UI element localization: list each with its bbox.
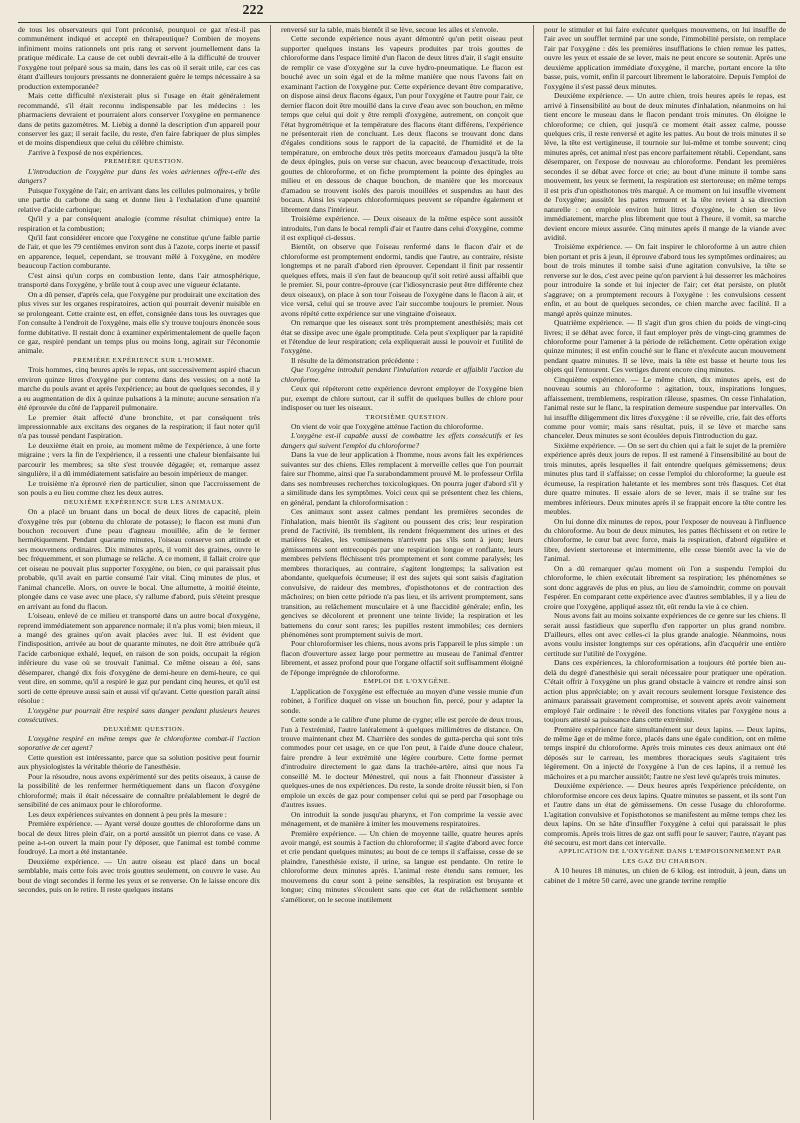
paragraph: L'oiseau, enlevé de ce milieu et transporté dans un autre bocal d'oxygène, reprend immédiatement son apparence normale; il n'a plus vomi; bien mieux, il a mangé des graines qu'on avait placées avec lui. Il est évident que l'indisposition, arrivée au bout de quarante minutes, ne doit être attribuée qu'à l'acide carbonique exhalé, lequel, en raison de son poids, occupait la région inférieure du vase où se trouvait l'animal. Ce même oiseau a été, sans désemparer, changé dix fois d'oxygène de demi-heure en demi-heure, ce qui veut dire, en somme, qu'il a respiré le gaz pur pendant cinq heures, et qu'il est sorti de cette épreuve aussi sain et aussi vif qu'avant. Cette question paraît ainsi résolue :	[18, 611, 260, 706]
column-divider	[270, 25, 271, 1120]
paragraph: Pour la résoudre, nous avons expérimenté sur des petits oiseaux, à cause de la possibilité de les renfermer hermétiquement dans un flacon d'oxygène chloroformé; mais il était nécessaire de connaître préalablement le degré de sensibilité de ces animaux pour le chloroforme.	[18, 771, 260, 810]
text-columns	[18, 25, 786, 1120]
column-3	[544, 25, 786, 1120]
paragraph: A 10 heures 18 minutes, un chien de 6 kilog. est introduit, à jeun, dans un cabinet de 1 mètre 50 carré, avec une grande terrine remplie	[544, 866, 786, 885]
section-heading: PREMIÈRE EXPÉRIENCE SUR L'HOMME.	[72, 356, 215, 364]
paragraph: Pour chloroformiser les chiens, nous avons pris l'appareil le plus simple : un flacon d'ouverture assez large pour permettre au museau de l'animal d'entrer librement, et assez profond pour que l'organe olfactif soit suffisamment éloigné de l'éponge imprégnée de chloroforme.	[281, 639, 523, 677]
section-heading: DEUXIÈME QUESTION.	[103, 725, 185, 733]
paragraph: On introduit la sonde jusqu'au pharynx, et l'on comprime la vessie avec ménagement, et de manière à imiter les mouvemens respiratoires.	[281, 809, 523, 829]
section-heading: APPLICATION DE L'OXYGÈNE DANS L'EMPOISONNEMENT PAR LES GAZ DU CHARBON.	[558, 848, 782, 865]
paragraph: On remarque que les oiseaux sont très promptement anesthésiés; mais cet état se dissipe avec une égale promptitude. Cela peut s'expliquer par la rapidité et l'étendue de leur respiration; cela expliquerait aussi le pouvoir et l'utilité de l'oxygène.	[281, 318, 523, 356]
section-heading: TROISIÈME QUESTION.	[365, 413, 449, 421]
paragraph: Cinquième expérience. — Le même chien, dix minutes après, est de nouveau soumis au chloroforme : agitation, toux, inspirations longues, affaissement, tremblemens, respiration râleuse, spasmes. On cesse l'inhalation, l'animal reste sur le flanc, la respiration demeure suspendue par intervalles. On lui insuffle diligemment dix litres d'oxygène : il se réveille, crie, fait des efforts comme pour vomir; mais sans résultat, puis, il se lève et marche sans chanceler. Deux minutes se sont écoulées depuis l'introduction du gaz.	[544, 374, 786, 441]
paragraph: Mais cette difficulté n'existerait plus si l'usage en était généralement recommandé, s'il était reconnu indispensable par les médecins : les pharmaciens devraient et pourraient alors conserver l'oxygène en permanence dans de petits gazomètres. M. Liebig a donné la description d'un appareil pour conserver les gaz; il serait facile, du reste, d'en faire fabriquer de plus simples et de moins dispendieux que celui du célèbre chimiste.	[18, 91, 260, 148]
paragraph: Troisième expérience. — Deux oiseaux de la même espèce sont aussitôt introduits, l'un dans le bocal rempli d'air et l'autre dans celui d'oxygène, comme il est expliqué ci-dessus.	[281, 214, 523, 242]
paragraph: Cette question est intéressante, parce que sa solution positive peut fournir aux physiologistes la véritable théorie de l'anesthésie.	[18, 752, 260, 772]
section-heading: EMPLOI DE L'OXYGÈNE.	[363, 678, 451, 686]
header-rule	[18, 22, 786, 23]
paragraph: renversé sur la table, mais bientôt il se lève, secoue les ailes et s'envole.	[281, 25, 499, 34]
paragraph: Il résulte de la démonstration précédente :	[291, 355, 419, 365]
paragraph: Ces animaux sont assez calmes pendant les premières secondes de l'inhalation, mais bientôt ils s'agitent ou poussent des cris; leur respiration prend de l'activité, ils tremblent, ils rendent fréquemment des urines et des matières fécales, les vomissemens n'arrivent pas s'ils sont à jeun; leurs gémissemens sont entrecoupés par une respiration longue et ronflante, leurs membres pelvïens fléchissent très promptement et sont comme paralysés; les membres thoraciques, au contraire, s'agitent longtemps; la salivation est abondante, quelquefois écumeuse; il est des sujets qui sont saisis d'agitation convulsive, de raideur des membres, d'opisthotonos et de contraction des mâchoires; on bien cette période n'a pas lieu, et ils arrivent promptement, sans transition, au relâchement musculaire et à une flaccidité générale; enfin, les gencives se décolorent et prennent une teinte livide; la respiration et les battemens du cœur sont rares; les pupilles restent immobiles; ces derniers phénomènes sont promptement suivis de mort.	[281, 507, 523, 639]
paragraph: On vient de voir que l'oxygène atténue l'action du chloroforme.	[291, 422, 484, 432]
page-number: 222	[242, 3, 264, 18]
paragraph: On a placé un bruant dans un bocal de deux litres de capacité, plein d'oxygène très pur (obtenu du chlorate de potasse); le flacon est muni d'un bouchon recouvert d'une peau d'agneau mouillée, afin de le fermer hermétiquement. Pendant quarante minutes, l'oiseau conserve son attitude et ses mouvemens ordinaires. Dix minutes après, il vomit des graines, ouvre le bec fréquemment, et son plumage se relâche. A ce moment, il fallait croire que cet oiseau ne pouvait plus supporter l'oxygène, ou bien, ce qui paraissait plus probable, qu'il avait en partie consumé l'air vital. Cinq minutes de plus, et l'animal chancelle. Alors, on ouvre le bocal. Une allumette, à moitié éteinte, plongée dans ce vase avec une place, s'y rallume d'abord, puis s'éteint presque en arrivant au fond du flacon.	[18, 507, 260, 611]
paragraph: Bientôt, on observe que l'oiseau renfermé dans le flacon d'air et de chloroforme est promptement endormi, tandis que l'autre, au contraire, résiste longtemps et ne paraît d'abord rien éprouver. Cependant il finit par ressentir quelques effets, mais il s'en faut de beaucoup qu'il soit retiré aussi affaibli que le premier. Si, pour contre-éprouve (car l'idiosyncrasie peut être différente chez deux oiseaux), on place à son tour l'oiseau de l'oxygène dans le flacon à air, et vice versâ, celui qui se trouve avec l'air succombe toujours le premier. Nous avons répété cette expérience sur une vingtaine d'oiseaux.	[281, 242, 523, 318]
paragraph: Qu'il y a par conséquent analogie (comme résultat chimique) entre la respiration et la combustion;	[18, 214, 260, 233]
paragraph: Le premier était affecté d'une bronchite, et par conséquent très impressionnable aux excitans des organes de la respiration; il faut noter qu'il n'a pas toussé pendant l'aspiration.	[18, 412, 260, 441]
paragraph: Première expérience faite simultanément sur deux lapins. — Deux lapins, de même âge et de même force, placés dans une égale condition, ont en même temps inspiré du chloroforme. Après trois minutes ces deux animaux ont été déposés sur le carreau, les membres thoraciques seuls s'agitaient très légèrement. On a injecté de l'oxygène à l'un de ces lapins, il a remué les mâchoires et a pu marcher aussitôt; l'autre ne s'est levé qu'après trois minutes.	[544, 724, 786, 781]
paragraph: Première expérience. — Un chien de moyenne taille, quatre heures après avoir mangé, est soumis à l'action du chloroforme; il s'agite d'abord avec force et crie pendant quelques minutes; au bout de ce temps il s'affaisse, cesse de se plaindre, l'anesthésie existe, il urine, sa langue est pendante. On retire le chloroforme deux minutes après. L'animal reste étendu sans remuer, les mouvemens du cœur sont à peine sensibles, la respiration est bruyante et longue; cinq minutes s'écoulent sans que cet état de relâchement semble s'améliorer, on le secoue inutilement	[281, 828, 523, 904]
paragraph: Troisième expérience. — On fait inspirer le chloroforme à un autre chien bien portant et pris à jeun, il éprouve d'abord tous les symptômes ordinaires; au bout de trois minutes il tombe saisi d'une agitation convulsive, la tête se renverse sur le dos, c'est avec peine qu'on parvient à lui desserrer les mâchoires pour introduire la sonde et lui injecter de l'air; cet état persiste, on plutôt s'aggrave; on a promptement recours à l'oxygène : les convulsions cessent enfin, et au bout de quelques secondes, ce chien marche avec facilité. Il a mangé après quinze minutes.	[544, 242, 786, 318]
question-text: L'oxygène est-il capable aussi de combattre les effets consécutifs et les dangers qui suivent l'emploi du chloroforme?	[281, 431, 523, 450]
question-text: L'oxygène respiré en même temps que le chloroforme combat-il l'action soporative de cet agent?	[18, 733, 260, 753]
paragraph: pour le stimuler et lui faire exécuter quelques mouvemens, on lui insuffle de l'air avec un soufflet terminé par une sonde, l'immobilité persiste, on remplace l'air par l'oxygène : dès les premières insufflations le chien remue les pattes, ouvre les yeux et essaie de se lever, mais ne peut encore se soutenir. Après une deuxième application immédiate d'oxygène, il marche, portant encore la tête basse, puis, vomit, enfin il parcourt librement le laboratoire. Depuis l'emploi de l'oxygène il s'est passé deux minutes.	[544, 25, 786, 91]
section-heading: DEUXIÈME EXPÉRIENCE SUR LES ANIMAUX.	[63, 498, 225, 506]
paragraph: Nous avons fait au moins soixante expériences de ce genre sur les chiens. Il serait aussi fastidieux que superflu d'en rapporter un plus grand nombre. D'ailleurs, elles ont avec celles-ci la plus grande analogie. Néanmoins, nous avons voulu insister longtemps sur ces opérations, afin d'acquérir une entière certitude sur l'utilité de l'oxygène.	[544, 611, 786, 658]
paragraph: Puisque l'oxygène de l'air, en arrivant dans les cellules pulmonaires, y brûle une partie du carbone du sang et donne lieu à l'exhalation d'une quantité relative d'acide carbonique;	[18, 185, 260, 214]
paragraph: C'est ainsi qu'un corps en combustion lente, dans l'air atmosphérique, transporté dans l'oxygène, y brûle tout à coup avec une vigueur éclatante.	[18, 270, 260, 290]
paragraph: On lui donne dix minutes de repos, pour l'exposer de nouveau à l'influence du chloroforme. Au bout de deux minutes, les pattes fléchissent et on retire le chloroforme, le cœur bat avec force, mais la respiration, d'abord régulière et libre, devient stertoreuse et intermittente, elle cesse bientôt avec la vie de l'animal.	[544, 516, 786, 564]
paragraph: L'application de l'oxygène est effectuée au moyen d'une vessie munie d'un robinet, à l'orifice duquel on visse un bouchon fin, percé, pour y adapter la sonde.	[281, 686, 523, 715]
paragraph: Dans ces expériences, la chloroformisation a toujours été portée bien au-delà du degré d'anesthésie qui serait nécessaire pour pratiquer une opération. C'était offrir à l'oxygène un plus grand obstacle à vaincre et rendre ainsi son action plus appréciable; on y avait recours seulement lorsque l'existence des animaux paraissait gravement compromise, et souvent après avoir vainement employé l'air ordinaire : le réveil des fonctions vitales par l'oxygène nous a toujours attesté sa puissance dans cette extrémité.	[544, 658, 786, 725]
paragraph: Deuxième expérience. — Deux heures après l'expérience précédente, on chloroformise encore ces deux lapins. Quatre minutes se passent, et ils sont l'un et l'autre dans un état de gémissemens. On cesse l'usage du chloroforme. L'agitation convulsive et l'opisthotonos se manifestent au même temps chez les deux lapins. On se hâte d'insuffler l'oxygène à celui qui paraissait le plus compromis. Après trois litres de gaz ont suffi pour le sauver; l'autre, n'ayant pas été secouru, est mort dans cet intervalle.	[544, 781, 786, 847]
paragraph: Cette sonde a le calibre d'une plume de cygne; elle est percée de deux trous, l'un à l'extrémité, l'autre latéralement à quelques millimètres de distance. On trouve maintenant chez M. Charrière des sondes de gutta-percha qui sont très commodes pour cet usage, en ce que l'on peut, à l'aide d'une douce chaleur, faire prendre à leur extrémité une légère courbure. Cette forme permet d'introduire directement le gaz dans la trachée-artère, ainsi que nous l'a conseillé M. le docteur Ménestrel, qui nous a fait l'honneur d'assister à quelques-unes de nos expériences. Du reste, la sonde droite réussit bien, si l'on emploie un excès de gaz pour compenser celui qui se perd par l'œsophage ou d'autres issues.	[281, 715, 523, 810]
paragraph: Première expérience. — Ayant versé douze gouttes de chloroforme dans un bocal de deux litres plein d'air, on a porté aussitôt un pierrot dans ce vase. A peine a-t-on ouvert la main pour l'y déposer, que l'animal est tombé comme foudroyé. La mort a été instantanée.	[18, 819, 260, 857]
paragraph: Le troisième n'a éprouvé rien de particulier, sinon que l'accroissement de son pouls a eu lieu comme chez les deux autres.	[18, 478, 260, 498]
column-1	[18, 25, 260, 1120]
paragraph: Le deuxième était en proie, au moment même de l'expérience, à une forte migraine ; vers la fin de l'expérience, il a ressenti une chaleur bienfaisante lui parcourir les membres; sa tête s'est trouvée dégagée; et, remarque assez singulière, il a dû immédiatement satisfaire au besoin impérieux de manger.	[18, 440, 260, 479]
paragraph: Deuxième expérience. — Un autre chien, trois heures après le repas, est arrivé à l'insensibilité au bout de deux minutes d'inhalation, néanmoins on lui tient encore le museau dans le flacon pendant trois minutes. On éloigne le chloroforme; ce chien, qui jusqu'à ce moment était assez calme, pousse quelques cris, il reste renversé et agite les pattes. Au bout de trois minutes il se lève, la tête est vertigineuse, il tournoie sur lui-même et tombe souvent; cinq minutes après, cet animal n'est pas encore parfaitement rétabli. Cependant, sans désemparer, on l'expose de nouveau au chloroforme. Pendant les premières secondes il se débat avec force et crie; au bout d'une minute il tombe sans mouvement, les yeux se ferment, la respiration est stertoreuse; en même temps il est pris d'un opisthotonos très marqué. A ce moment on lui insuffle vivement de l'oxygène; aussitôt les pattes remuent et la tête revient à sa direction naturelle : on emploie environ huit litres d'oxygène, le chien se lève immédiatement, marche plus librement que tout à l'heure, il vomit, sa marche devient encore mieux assurée. Cinq minutes après il mange de la viande avec avidité.	[544, 91, 786, 242]
paragraph: Trois hommes, cinq heures après le repas, ont successivement aspiré chacun environ quinze litres d'oxygène pur contenu dans des vessies; on a noté la marche du pouls avant et après l'expérience; au bout de quelques secondes, il y a eu augmentation de dix à quinze pulsations à la minute; aucune sensation n'a été éprouvée du côté de l'appareil pulmonaire.	[18, 365, 260, 413]
paragraph: de tous les observateurs qui l'ont préconisé, pourquoi ce gaz n'est-il pas communément indiqué et accepté en thérapeutique? Combien de moyens infiniment moins rationnels ont pris rang et servent journellement dans la pratique médicale. La cause de cet oubli devrait-elle à la difficulté de trouver l'oxygène tout préparé sous sa main, dans les cas où il serait utile, car ces cas étant d'ailleurs toujours pressants ne donneraient guère le temps nécessaire à sa production extemporanée?	[18, 25, 260, 91]
paragraph: Les deux expériences suivantes en donnent à peu près la mesure :	[28, 809, 227, 819]
paragraph: On a dû remarquer qu'au moment où l'on a suspendu l'emploi du chloroforme, le chien exécutait librement sa respiration; les phénomènes se sont donc aggravés de plus en plus, au lieu de s'amoindrir, comme on pouvait l'espérer. En comparant cette expérience avec d'autres semblables, il y a lieu de croire que l'oxygène, appliqué assez tôt, eût rendu la vie à ce chien.	[544, 563, 786, 611]
question-text: Que l'oxygène introduit pendant l'inhalation retarde et affaiblit l'action du chloroforme.	[281, 365, 523, 384]
question-text: L'oxygène pur pourrait être respiré sans danger pendant plusieurs heures consécutives.	[18, 705, 260, 725]
paragraph: J'arrive à l'exposé de nos expériences.	[28, 147, 143, 157]
paragraph: Dans la vue de leur application à l'homme, nous avons fait les expériences suivantes sur des chiens. Elles remplacent à merveille celles que l'on pourrait faire sur l'homme, ainsi que l'a surabondamment prouvé M. le professeur Orfila dans ses nombreuses recherches toxicologiques. On pourra juger d'abord s'il y a similitude dans les symptômes. Voici ceux qui se présentent chez les chiens, en général, pendant la chloroformisation :	[281, 450, 523, 507]
column-2	[281, 25, 523, 1120]
paragraph: Qu'il faut considérer encore que l'oxygène ne constitue qu'une faible partie de l'air, et que les 79 centièmes environ sont dus à l'azote, corps inerte et passif en apparence, lequel, cependant, se trouvant mêlé à l'oxygène, en modère beaucoup l'action comburante.	[18, 232, 260, 271]
column-divider	[533, 25, 534, 1120]
paragraph: Ceux qui répéteront cette expérience devront employer de l'oxygène bien pur, exempt de chlore surtout, car il suffit de quelques bulles de chlore pour indisposer ou tuer les oiseaux.	[281, 384, 523, 413]
paragraph: Sixième expérience. — On se sert du chien qui a fait le sujet de la première expérience après deux jours de repos. Il est ramené à l'insensibilité au bout de trois minutes, après lesquelles il fait entendre quelques gémissemens; deux minutes plus tard il s'affaisse; on cesse l'emploi du chloroforme; la gueule est écumeuse, la respiration haletante et les membres sont très flasques. Cet état dure quatre minutes. Il essaie alors de se lever, mais il se traîne sur les membres inférieurs. Deux minutes après il se frappait encore la tête contre les meubles.	[544, 440, 786, 517]
paragraph: Quatrième expérience. — Il s'agit d'un gros chien du poids de vingt-cinq livres; il se débat avec force, il faut employer près de vingt-cinq grammes de chloroforme pour l'amener à la période de relâchement. Cette opération exige quinze minutes; il est enfin couché sur le flanc et n'exécute aucun mouvement pendant quatre minutes. Il se lève, mais la tête est basse et heurte tous les objets qui l'entourent. Ces vertiges durent encore cinq minutes.	[544, 318, 786, 375]
paragraph: Deuxième expérience. — Un autre oiseau est placé dans un bocal semblable, mais cette fois avec trois gouttes seulement, on couvre le vase. Au bout de vingt secondes il ferme les yeux et se renverse. On le laisse encore dix secondes, puis on le retire. Il reste quelques instans	[18, 856, 260, 895]
paragraph: On a dû penser, d'après cela, que l'oxygène pur produirait une excitation des plus vives sur les organes respiratoires, action qui pourrait devenir nuisible en se prolongeant. Cette crainte est, en effet, consignée dans tous les ouvrages que l'on consulte à l'endroit de l'oxygène, mais elle s'y trouve toujours énoncée sous forme dubitative. Il restait donc à examiner expérimentalement de quelle façon ce gaz, respiré pendant un temps plus ou moins long, agirait sur l'économie animale.	[18, 289, 260, 356]
paragraph: Cette seconde expérience nous ayant démontré qu'un petit oiseau peut supporter quelques instans les vapeurs produites par trois gouttes de chloroforme dans l'espace limité d'un flacon de deux litres d'air, il s'agit ensuite de remplir ce vase d'oxygène sur la cuve hydro-pneumatique. Le flacon est bouché avec un soin égal et de la même manière que nous l'avons fait en examinant l'action de l'oxygène pur. Cette expérience devant être comparative, on dispose ainsi deux flacons égaux, l'un pour l'oxygène et l'autre pour l'air, ce dernier flacon doit être mouillé dans la cuve d'eau avec son bouchon, en même temps que celui qui doit y être rempli d'oxygène, autrement, on conçoit que l'état hygrométrique et la température des flacons étant différens, l'expérience ne présenterait rien de concluant. Les deux flacons se trouvant donc dans d'égales conditions sous le rapport de la capacité, de l'humidité et de la température, on embroche deux très petits morceaux d'amadou jusqu'à la tête de deux épingles, puis on verse sur chacun, avec beaucoup d'exactitude, trois gouttes de chloroforme, et on fiche promptement la pointe des épingles au milieu et en dessous de chaque bouchon, de manière que les morceaux d'amadou se trouvent isolés des parois mouillées et suspendus au haut des bocaux. Ainsi les vapeurs chloroformiques peuvent se répandre également et librement dans l'intérieur.	[281, 34, 523, 214]
section-heading: PREMIÈRE QUESTION.	[104, 158, 184, 166]
question-text: L'introduction de l'oxygène pur dans les voies aériennes offre-t-elle des dangers?	[18, 166, 260, 186]
